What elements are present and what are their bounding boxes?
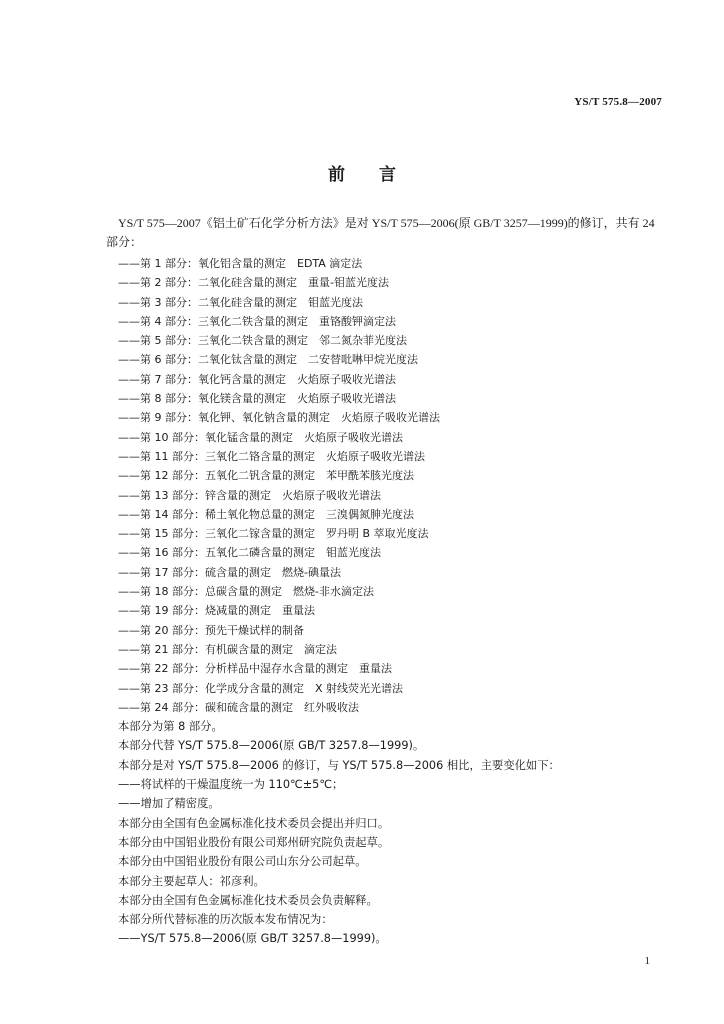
part-item: ——第 10 部分：氧化锰含量的测定 火焰原子吸收光谱法	[118, 430, 403, 444]
part-item: ——第 7 部分：氧化钙含量的测定 火焰原子吸收光谱法	[118, 372, 396, 386]
part-item: ——第 24 部分：碳和硫含量的测定 红外吸收法	[118, 700, 359, 714]
part-item: ——第 15 部分：三氧化二镓含量的测定 罗丹明 B 萃取光度法	[118, 527, 429, 541]
note-line: 本部分由中国铝业股份有限公司郑州研究院负责起草。	[118, 835, 390, 849]
note-line: 本部分由全国有色金属标准化技术委员会提出并归口。	[118, 816, 390, 830]
part-item: ——第 19 部分：烧减量的测定 重量法	[118, 604, 315, 618]
part-item: ——第 12 部分：五氧化二钒含量的测定 苯甲酰苯胲光度法	[118, 469, 414, 483]
note-line: ——YS/T 575.8—2006(原 GB/T 3257.8—1999)。	[118, 932, 387, 946]
note-line: ——增加了精密度。	[118, 797, 220, 811]
part-item: ——第 21 部分：有机碳含量的测定 滴定法	[118, 642, 337, 656]
part-item: ——第 23 部分：化学成分含量的测定 X 射线荧光光谱法	[118, 681, 404, 695]
part-item: ——第 17 部分：硫含量的测定 燃烧-碘量法	[118, 565, 341, 579]
part-item: ——第 20 部分：预先干燥试样的制备	[118, 623, 304, 637]
note-line: 本部分主要起草人：祁彦利。	[118, 874, 265, 888]
note-line: 本部分是对 YS/T 575.8—2006 的修订，与 YS/T 575.8—2006 相比，主要变化如下：	[118, 758, 560, 772]
notes-block	[106, 717, 666, 949]
part-item: ——第 14 部分：稀土氧化物总量的测定 三溴偶氮胂光度法	[118, 507, 414, 521]
note-line: ——将试样的干燥温度统一为 110℃±5℃；	[118, 778, 344, 792]
part-item: ——第 22 部分：分析样品中湿存水含量的测定 重量法	[118, 662, 392, 676]
part-item: ——第 13 部分：锌含量的测定 火焰原子吸收光谱法	[118, 488, 381, 502]
part-item: ——第 16 部分：五氧化二磷含量的测定 钼蓝光度法	[118, 546, 381, 560]
note-line: 本部分代替 YS/T 575.8—2006(原 GB/T 3257.8—1999)。	[118, 739, 425, 753]
note-line: 本部分所代替标准的历次版本发布情况为：	[118, 913, 333, 927]
note-line: 本部分由全国有色金属标准化技术委员会负责解释。	[118, 893, 378, 907]
part-item: ——第 6 部分：二氧化钛含量的测定 二安替吡啉甲烷光度法	[118, 353, 418, 367]
part-item: ——第 1 部分：氧化铝含量的测定 EDTA 滴定法	[118, 257, 363, 270]
part-item: ——第 4 部分：三氧化二铁含量的测定 重铬酸钾滴定法	[118, 314, 396, 328]
intro-paragraph: YS/T 575—2007《铝土矿石化学分析方法》是对 YS/T 575—2006(原 GB/T 3257—1999)的修订，共有 24 部分：	[106, 216, 655, 249]
document-body	[106, 214, 666, 949]
part-item: ——第 3 部分：二氧化硅含量的测定 钼蓝光度法	[118, 295, 363, 309]
part-item: ——第 9 部分：氧化钾、氧化钠含量的测定 火焰原子吸收光谱法	[118, 411, 440, 425]
page-title: 前言	[328, 165, 430, 185]
note-line: 本部分由中国铝业股份有限公司山东分公司起草。	[118, 855, 367, 869]
page-number: 1	[644, 955, 650, 967]
part-item: ——第 8 部分：氧化镁含量的测定 火焰原子吸收光谱法	[118, 392, 396, 406]
part-item: ——第 2 部分：二氧化硅含量的测定 重量-钼蓝光度法	[118, 276, 389, 290]
note-line: 本部分为第 8 部分。	[118, 720, 223, 734]
part-item: ——第 5 部分：三氧化二铁含量的测定 邻二氮杂菲光度法	[118, 334, 407, 348]
part-item: ——第 11 部分：三氧化二铬含量的测定 火焰原子吸收光谱法	[118, 449, 425, 463]
part-item: ——第 18 部分：总碳含量的测定 燃烧-非水滴定法	[118, 585, 374, 599]
parts-list	[106, 254, 666, 717]
standard-code: YS/T 575.8—2007	[574, 96, 662, 108]
